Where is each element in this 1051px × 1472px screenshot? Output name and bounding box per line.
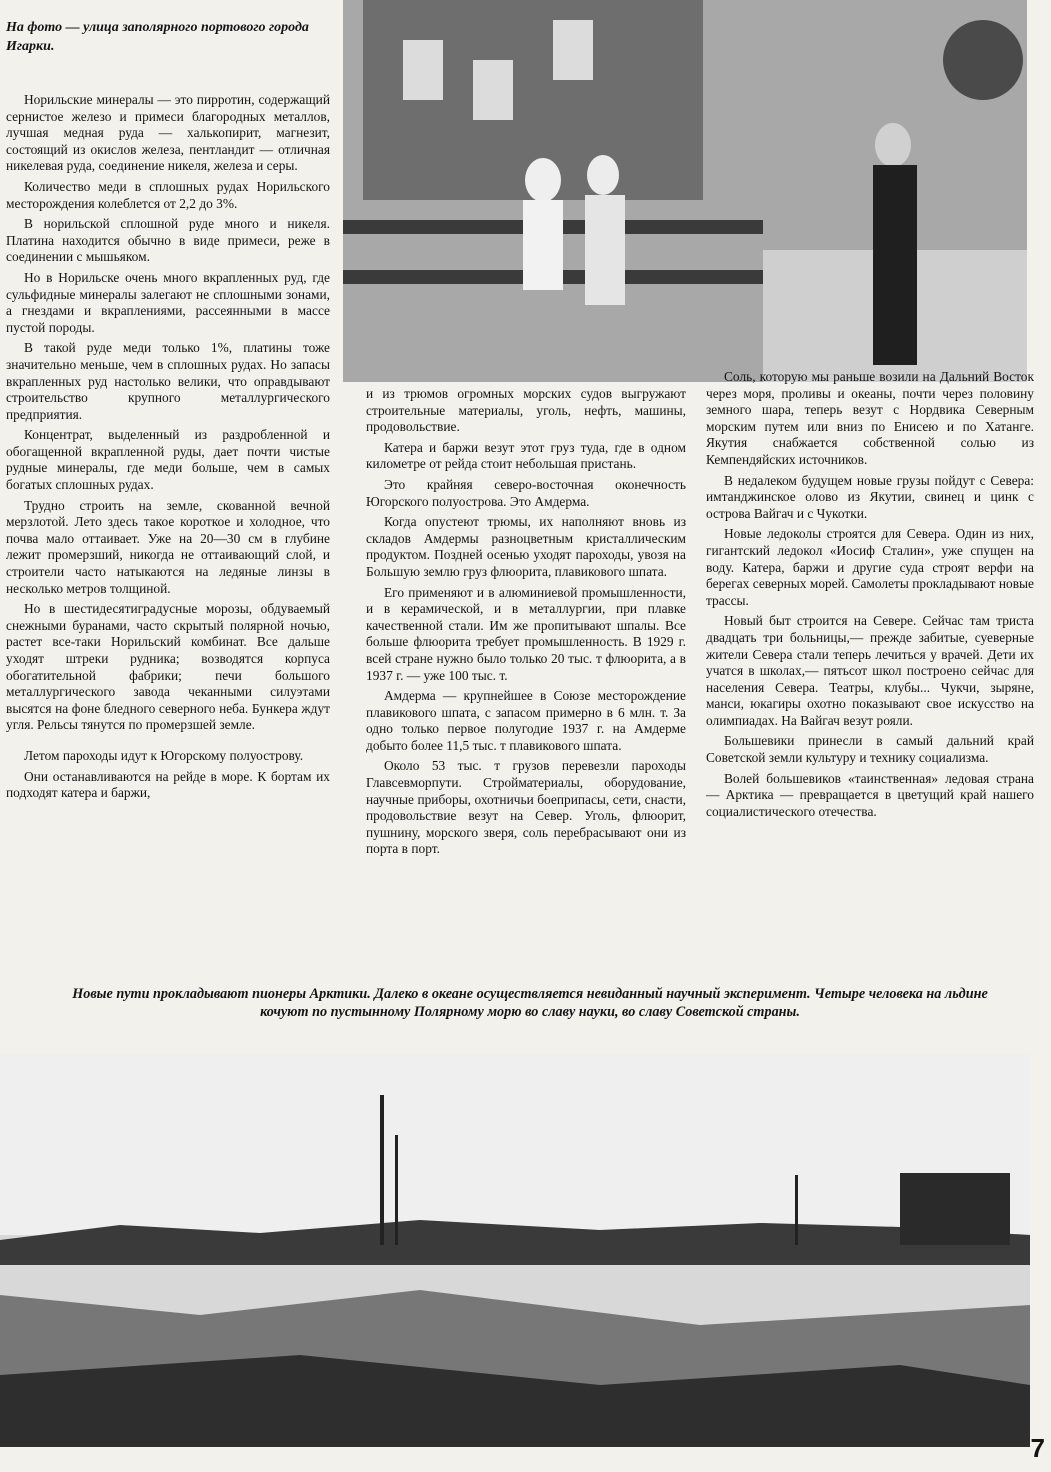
paragraph: Трудно строить на земле, скованной вечной мерзлотой. Лето здесь такое короткое и холодное, что почва мало оттаивает. Уже на 20—30 см в глубине лежит промерзший, никогда не оттаивающий слой, и строители часто натыкаются на ледяные линзы в несколько метров толщиной.	[6, 497, 330, 596]
top-photo-caption: На фото — улица заполярного портового города Игарки.	[6, 20, 309, 54]
paragraph: Катера и баржи везут этот груз туда, где в одном километре от рейда стоит небольшая пристань.	[366, 439, 686, 472]
paragraph: Новые ледоколы строятся для Севера. Один из них, гигантский ледокол «Иосиф Сталин», уже спущен на воду. Катера, баржи и другие суда строят верфи на берегах северных морей. Самолеты прокладывают новые трассы.	[706, 526, 1034, 608]
paragraph: Около 53 тыс. т грузов перевезли пароходы Главсевморпути. Стройматериалы, оборудование, научные приборы, охотничьи боеприпасы, сети, снасти, продовольствие везут на Север. Уголь, флюорит, пушнину, морского зверя, соль перебрасывают они из порта в порт.	[366, 758, 686, 857]
paragraph: Его применяют и в алюминиевой промышленности, и в керамической, и в металлургии, при плавке качественной стали. Им же пропитывают шпалы. Все больше флюорита требует промышленность. В 1929 г. всей стране нужно было только 20 тыс. т флюорита, а в 1937 г. — уже 100 тыс. т.	[366, 584, 686, 683]
paragraph: Норильские минералы — это пирротин, содержащий сернистое железо и примеси благородных металлов, лучшая медная руда — халькопирит, магнезит, состоящий из окислов железа, пентландит — отличная никелевая руда, соединение никеля, железа и серы.	[6, 92, 330, 174]
paragraph: В недалеком будущем новые грузы пойдут с Севера: имтанджинское олово из Якутии, свинец и цинк с острова Вайгач и с Чукотки.	[706, 472, 1034, 521]
paragraph: Летом пароходы идут к Югорскому полуострову.	[24, 747, 304, 763]
text-column-2	[366, 386, 686, 862]
paragraph: В такой руде меди только 1%, платины тоже значительно меньше, чем в сплошных рудах. Но запасы вкрапленных руд настолько велики, что оправдывают строительство крупного металлургического предприятия.	[6, 340, 330, 422]
paragraph: В норильской сплошной руде много и никеля. Платина находится обычно в виде примеси, реже в соединении с мышьяком.	[6, 216, 330, 265]
paragraph: Они останавливаются на рейде в море. К бортам их подходят катера и баржи,	[6, 768, 330, 801]
street-photo	[343, 0, 1027, 382]
paragraph: Соль, которую мы раньше возили на Дальний Восток через моря, проливы и океаны, почти через половину земного шара, теперь везут с Нордвика Северным морским путем или вниз по Енисею и по Хатанге. Якутия снабжается собственной солью из Кемпендяйских источников.	[706, 369, 1034, 467]
paragraph: Это крайняя северо-восточная оконечность Югорского полуострова. Это Амдерма.	[366, 476, 686, 509]
page-number: 7	[1030, 1433, 1045, 1463]
street-photo-illustration	[343, 0, 1027, 382]
paragraph: Амдерма — крупнейшее в Союзе месторождение плавикового шпата, с запасом примерно в 6 млн. т. За одно только первое полугодие 1937 г. на Амдерме добыто более 11,5 тыс. т плавикового шпата.	[366, 688, 686, 753]
paragraph: Но в Норильске очень много вкрапленных руд, где сульфидные минералы залегают не сплошными зонами, а гнездами и вкраплениями, рассеянными в массе пустой породы.	[6, 269, 330, 335]
text-column-3	[706, 369, 1034, 824]
text-column-1	[6, 92, 330, 806]
arctic-camp-illustration	[0, 1055, 1030, 1447]
paragraph: Количество меди в сплошных рудах Норильского месторождения колеблется от 2,2 до 3%.	[6, 178, 330, 211]
paragraph: и из трюмов огромных морских судов выгружают строительные материалы, уголь, нефть, машины, продовольствие.	[366, 386, 686, 435]
paragraph: Но в шестидесятиградусные морозы, обдуваемый снежными буранами, часто скрытый полярной ночью, растет все-таки Норильский комбинат. Все дальше уходят штреки рудника; возводятся корпуса обогатительной фабрики; печи большого металлургического завода чеканными силуэтами высятся на фоне бледного северного неба. Бункера ждут угля. Рельсы тянутся по промерзшей земле.	[6, 601, 330, 733]
bottom-photo-caption: Новые пути прокладывают пионеры Арктики. Далеко в океане осуществляется невиданный научный эксперимент. Четыре человека на льдине кочуют по пустынному Полярному морю во славу науки, во славу Советской страны.	[72, 986, 988, 1020]
paragraph: Концентрат, выделенный из раздробленной и обогащенной вкрапленной руды, дает почти чистые рудные минералы, где меди больше, чем в самых богатых сплошных рудах.	[6, 427, 330, 493]
paragraph: Большевики принесли в самый дальний край Советской земли культуру и технику социализма.	[706, 733, 1034, 766]
paragraph: Новый быт строится на Севере. Сейчас там триста двадцать три больницы,— прежде забитые, суеверные жители Севера стали теперь лечиться у врачей. Дети их учатся в школах,— пятьсот школ построено сейчас для населения Севера. Театры, клубы... Чукчи, зыряне, манси, юкагиры охотно показывают свое искусство на олимпиадах. На Вайгач везут рояли.	[706, 613, 1034, 728]
paragraph: Когда опустеют трюмы, их наполняют вновь из складов Амдермы разноцветным кристаллическим продуктом. Поздней осенью уходят пароходы, увозя на Большую землю груз флюорита, плавикового шпата.	[366, 514, 686, 579]
paragraph: Волей большевиков «таинственная» ледовая страна — Арктика — превращается в цветущий край нашего социалистического отечества.	[706, 770, 1034, 819]
arctic-camp-photo	[0, 1055, 1030, 1447]
